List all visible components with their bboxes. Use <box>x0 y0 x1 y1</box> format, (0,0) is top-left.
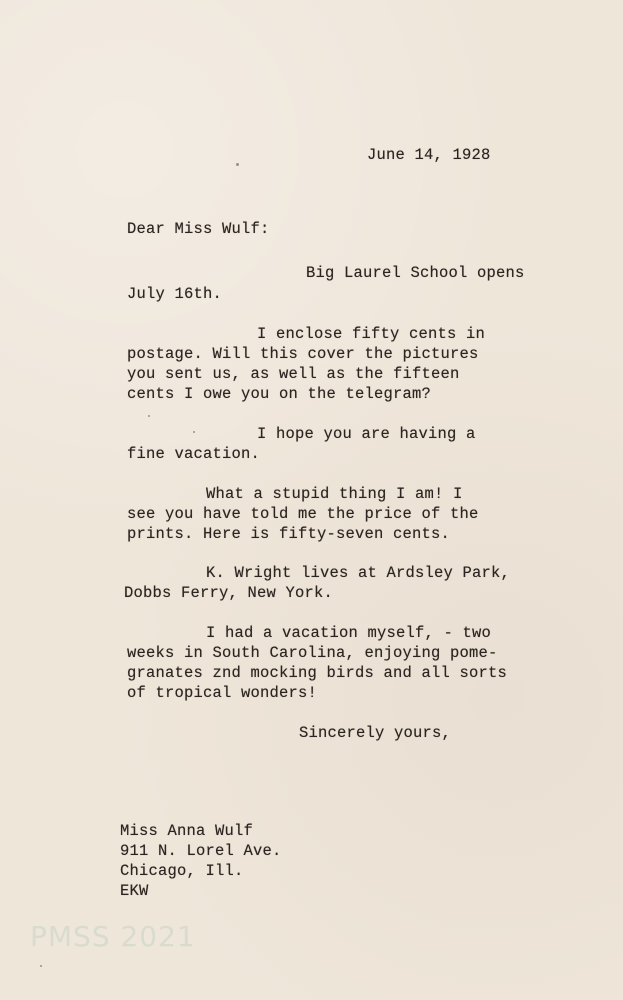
paper-speck <box>40 965 42 967</box>
address-city: Chicago, Ill. <box>120 862 244 880</box>
address-name: Miss Anna Wulf <box>120 822 254 840</box>
paragraph-6-line-3: granates znd mocking birds and all sorts <box>127 664 508 682</box>
paragraph-4-line-1: What a stupid thing I am! I <box>206 485 463 503</box>
paragraph-5-line-1: K. Wright lives at Ardsley Park, <box>206 564 511 582</box>
paragraph-2-line-3: you sent us, as well as the fifteen <box>127 365 460 383</box>
closing: Sincerely yours, <box>299 724 452 742</box>
address-initials: EKW <box>120 882 149 900</box>
paragraph-4-line-2: see you have told me the price of the <box>127 505 479 523</box>
paragraph-3-line-1: I hope you are having a <box>257 425 476 443</box>
watermark: PMSS 2021 <box>30 920 196 953</box>
paper-speck <box>193 431 195 433</box>
paragraph-2-line-2: postage. Will this cover the pictures <box>127 345 479 363</box>
salutation: Dear Miss Wulf: <box>127 220 270 238</box>
paragraph-2-line-4: cents I owe you on the telegram? <box>127 385 432 403</box>
paragraph-6-line-1: I had a vacation myself, - two <box>206 624 492 642</box>
paragraph-5-line-2: Dobbs Ferry, New York. <box>124 584 334 602</box>
paragraph-6-line-2: weeks in South Carolina, enjoying pome- <box>127 644 498 662</box>
paragraph-4-line-3: prints. Here is fifty-seven cents. <box>127 525 451 543</box>
paragraph-3-line-2: fine vacation. <box>127 445 261 463</box>
paper-speck <box>236 163 239 166</box>
paper-speck <box>148 415 150 417</box>
paragraph-6-line-4: of tropical wonders! <box>127 684 318 702</box>
paragraph-1-line-1: Big Laurel School opens <box>306 264 525 282</box>
paragraph-1-line-2: July 16th. <box>127 285 223 303</box>
letter-date: June 14, 1928 <box>367 146 491 164</box>
paragraph-2-line-1: I enclose fifty cents in <box>257 325 486 343</box>
address-street: 911 N. Lorel Ave. <box>120 842 282 860</box>
